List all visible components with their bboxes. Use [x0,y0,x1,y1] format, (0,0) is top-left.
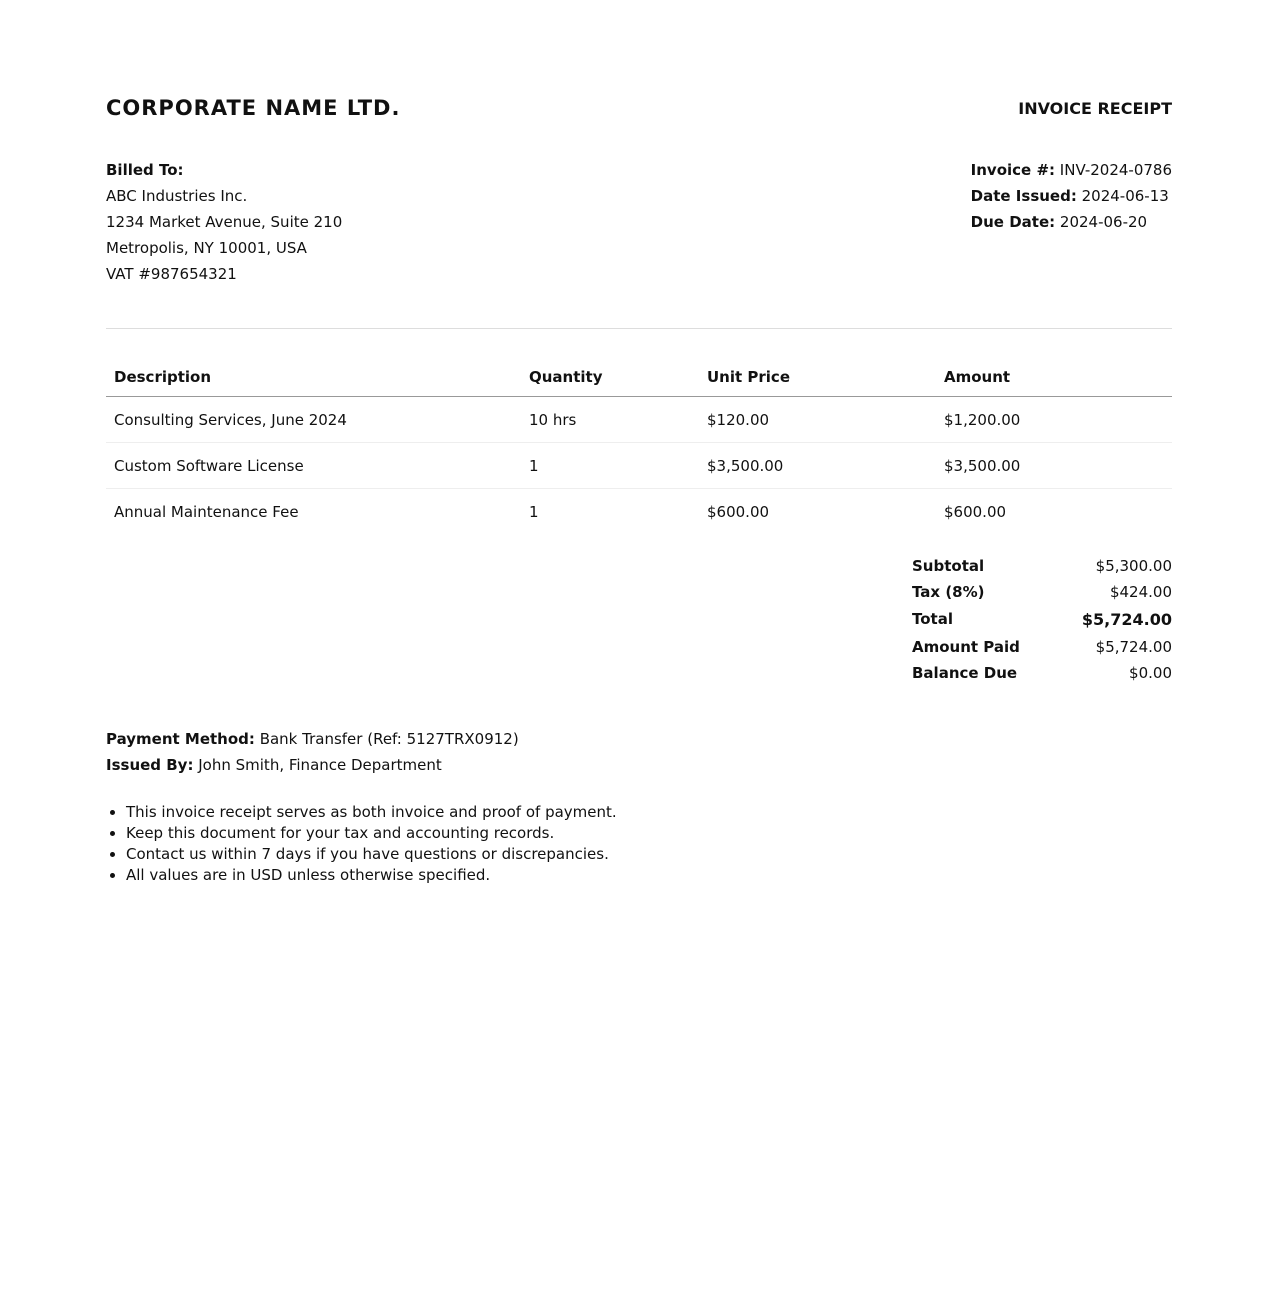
billed-to-address-line2: Metropolis, NY 10001, USA [106,239,307,257]
due-date-value: 2024-06-20 [1059,213,1148,231]
line-items-table [106,357,1172,534]
totals-summary [912,553,1172,686]
table-row [106,443,1172,489]
billed-to-company: ABC Industries Inc. [106,187,248,205]
due-date-line [971,209,1172,235]
payment-method-value: Bank Transfer (Ref: 5127TRX0912) [259,730,519,748]
item-unit-price: $120.00 [699,397,936,443]
item-amount: $1,200.00 [936,397,1172,443]
total-row [912,605,1172,634]
invoice-number-value: INV-2024-0786 [1059,161,1172,179]
table-header-row [106,357,1172,397]
header-unit-price: Unit Price [699,357,936,397]
document-title: INVOICE RECEIPT [1018,98,1172,118]
item-amount: $3,500.00 [936,443,1172,489]
total-value: $5,724.00 [1081,610,1172,629]
note-item: • All values are in USD unless otherwise specified. [126,865,1172,886]
header-description: Description [106,357,521,397]
item-amount: $600.00 [944,502,1007,521]
billed-to-block [106,157,342,287]
issued-by-line [106,752,1172,778]
item-unit-price: $3,500.00 [699,443,936,489]
amount-paid-label: Amount Paid [912,638,1020,656]
amount-paid-value: $5,724.00 [1095,638,1172,656]
item-unit-price: $600.00 [707,502,770,521]
date-issued-label: Date Issued: [970,187,1077,205]
balance-due-label: Balance Due [912,664,1018,682]
tax-value: $424.00 [1109,583,1172,601]
tax-row [912,579,1172,605]
invoice-meta-block [971,157,1172,287]
header-amount: Amount [936,357,1172,397]
item-description: Custom Software License [106,443,521,489]
invoice-number-label: Invoice #: [970,161,1056,179]
billed-to-address-line1: 1234 Market Avenue, Suite 210 [106,213,343,231]
subtotal-row [912,553,1172,579]
item-description: Annual Maintenance Fee [114,502,299,521]
invoice-header [106,92,1172,124]
note-item: • Keep this document for your tax and accounting records. [126,823,1172,844]
payment-info [106,726,1172,778]
table-row [106,397,1172,443]
note-item: • Contact us within 7 days if you have questions or discrepancies. [126,844,1172,865]
balance-due-row [912,660,1172,686]
item-quantity: 1 [521,443,699,489]
date-issued-line [971,183,1172,209]
table-row [106,489,1172,535]
item-description: Consulting Services, June 2024 [106,397,521,443]
issued-by-label: Issued By: [106,756,194,774]
item-quantity: 10 hrs [521,397,699,443]
note-item: • This invoice receipt serves as both invoice and proof of payment. [126,802,1172,823]
item-quantity: 1 [529,502,539,521]
section-divider [106,328,1172,329]
subtotal-label: Subtotal [912,557,985,575]
payment-method-line [106,726,1172,752]
company-name: CORPORATE NAME LTD. [106,96,401,120]
subtotal-value: $5,300.00 [1095,557,1172,575]
tax-label: Tax (8%) [912,583,985,601]
header-quantity: Quantity [521,357,699,397]
date-issued-value: 2024-06-13 [1081,187,1169,205]
due-date-label: Due Date: [970,213,1056,231]
invoice-notes [106,802,1172,886]
payment-method-label: Payment Method: [106,730,255,748]
balance-due-value: $0.00 [1129,664,1172,682]
billed-to-vat: VAT #987654321 [106,265,237,283]
invoice-page [106,0,1172,886]
total-label: Total [912,610,953,628]
billed-to-label: Billed To: [106,161,184,179]
invoice-number-line [971,157,1172,183]
amount-paid-row [912,634,1172,660]
issued-by-value: John Smith, Finance Department [198,756,442,774]
invoice-info-row [106,157,1172,287]
